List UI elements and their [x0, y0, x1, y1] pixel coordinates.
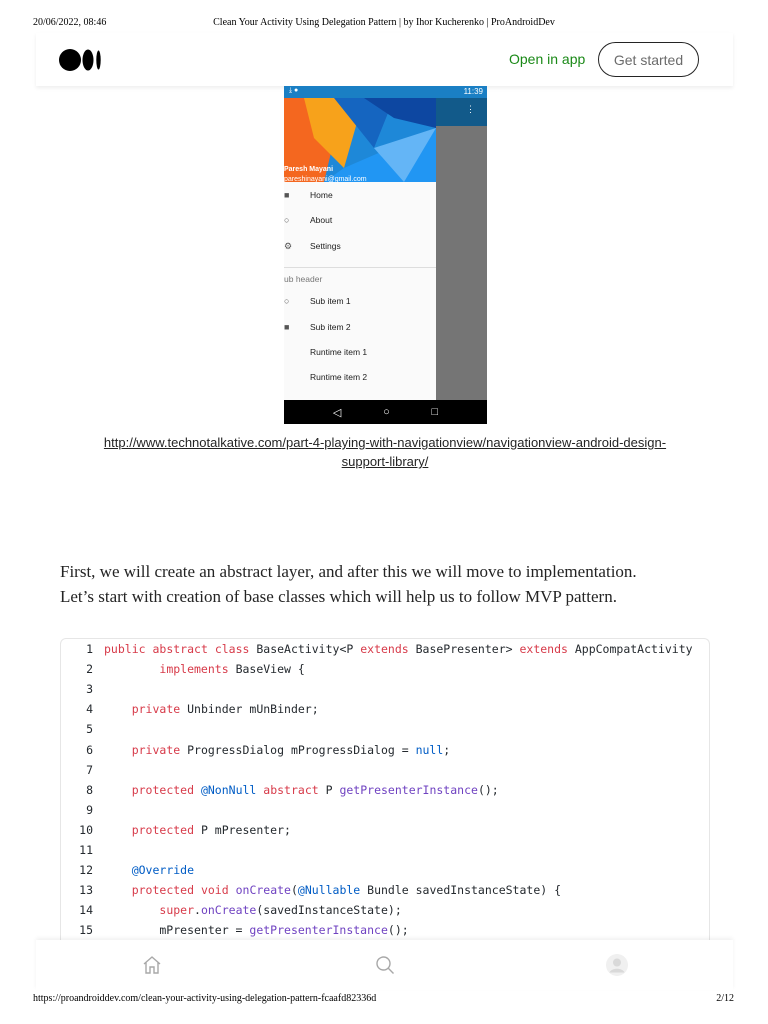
navigation-drawer-screenshot: [284, 86, 487, 424]
code-line: [61, 740, 709, 760]
caption-line-2: support-library/: [341, 454, 429, 469]
line-number: 14: [79, 903, 93, 918]
phone-navigation-bar: [284, 400, 487, 424]
line-number: 15: [79, 923, 93, 938]
caption-line-1: http://www.technotalkative.com/part-4-playing-with-navigationview/navigationview-android-design-: [103, 435, 667, 450]
code-line: [61, 880, 709, 900]
code-line: [61, 900, 709, 920]
paragraph-line-1: First, we will create an abstract layer, and after this we will move to implementation.: [60, 562, 637, 581]
bottom-navigation-bar: [36, 940, 733, 990]
code-line: [61, 699, 709, 719]
code-text: protected P mPresenter;: [131, 822, 291, 837]
code-text: implements BaseView {: [159, 662, 305, 677]
top-app-bar: [36, 33, 733, 86]
line-number: 4: [86, 702, 93, 717]
line-number: 13: [79, 883, 93, 898]
code-text: public abstract class BaseActivity<P extends BasePresenter> extends AppCompatActivity: [104, 642, 693, 656]
code-text: protected void onCreate(@Nullable Bundle savedInstanceState) {: [131, 883, 562, 898]
code-line: [61, 760, 709, 780]
line-number: 3: [86, 682, 93, 697]
code-line: [61, 659, 709, 679]
medium-logo-icon[interactable]: [59, 48, 103, 72]
menu-item-home[interactable]: [284, 184, 436, 208]
menu-item-label: Sub item 1: [310, 296, 351, 306]
menu-item-label: Settings: [310, 241, 341, 251]
code-line: [61, 780, 709, 800]
menu-item-label: Sub item 2: [310, 322, 351, 332]
home-circle-icon[interactable]: ○: [383, 406, 390, 418]
notification-icons: ⤓ ●: [289, 87, 299, 94]
line-number: 2: [86, 662, 93, 677]
menu-item-label: Runtime item 1: [310, 347, 368, 357]
drawer-user-email: pareshinayani@gmail.com: [284, 176, 367, 182]
phone-status-bar: [284, 86, 487, 98]
open-in-app-link[interactable]: Open in app: [509, 51, 586, 67]
image-caption-link[interactable]: [60, 433, 710, 471]
code-text: private ProgressDialog mProgressDialog = null;: [131, 742, 451, 757]
body-paragraph: [60, 559, 710, 609]
overflow-menu-icon[interactable]: ⋮: [466, 104, 475, 114]
line-number: 5: [86, 722, 93, 737]
menu-item-sub-item-1[interactable]: [284, 290, 436, 314]
code-line: [61, 679, 709, 699]
code-text: protected @NonNull abstract P getPresenterInstance();: [131, 782, 499, 797]
paragraph-line-2: Let’s start with creation of base classes which will help us to follow MVP pattern.: [60, 587, 617, 606]
get-started-button[interactable]: Get started: [598, 42, 699, 77]
code-text: mPresenter = getPresenterInstance();: [104, 923, 409, 938]
code-text: @Override: [131, 863, 195, 878]
code-line: [61, 840, 709, 860]
code-block: [60, 638, 710, 940]
menu-item-sub-item-2[interactable]: [284, 316, 436, 340]
code-line: [61, 860, 709, 880]
print-url: https://proandroiddev.com/clean-your-activity-using-delegation-pattern-fcaafd82336d: [33, 993, 377, 1004]
search-icon[interactable]: [374, 954, 396, 976]
menu-item-about[interactable]: [284, 209, 436, 233]
drawer-user-name: Paresh Mayani: [284, 166, 334, 173]
code-line: [61, 920, 709, 940]
code-line: [61, 639, 709, 659]
back-icon[interactable]: ◁: [332, 406, 342, 419]
menu-sub-header: ub header: [284, 274, 323, 284]
line-number: 1: [86, 642, 93, 656]
code-text: super.onCreate(savedInstanceState);: [159, 903, 402, 918]
recents-icon[interactable]: □: [431, 406, 439, 418]
print-datetime: 20/06/2022, 08:46: [33, 17, 107, 28]
profile-avatar-icon[interactable]: [606, 954, 628, 976]
home-icon: ■: [284, 190, 290, 200]
code-text: private Unbinder mUnBinder;: [131, 702, 319, 717]
menu-item-runtime-item-1[interactable]: [284, 341, 436, 365]
menu-item-settings[interactable]: [284, 235, 436, 259]
print-page-number: 2/12: [716, 993, 734, 1004]
line-number: 6: [86, 742, 93, 757]
home-icon: ■: [284, 322, 290, 332]
content-pane: [436, 98, 487, 400]
line-number: 12: [79, 863, 93, 878]
drawer-menu: [284, 182, 436, 400]
menu-divider: [284, 267, 436, 268]
line-number: 9: [86, 802, 93, 817]
line-number: 8: [86, 782, 93, 797]
gear-icon: ⚙: [284, 241, 292, 251]
info-icon: ○: [284, 215, 290, 225]
line-number: 11: [79, 843, 93, 857]
drawer-header: [284, 98, 436, 182]
print-page-title: Clean Your Activity Using Delegation Pattern | by Ihor Kucherenko | ProAndroidDev: [213, 17, 555, 28]
line-number: 10: [79, 822, 93, 837]
menu-item-runtime-item-2[interactable]: [284, 366, 436, 390]
status-time: 11:39: [463, 87, 483, 96]
code-line: [61, 719, 709, 739]
app-toolbar: [436, 98, 487, 126]
menu-item-label: About: [310, 215, 333, 225]
home-icon[interactable]: [141, 954, 163, 976]
menu-item-label: Home: [310, 190, 333, 200]
code-line: [61, 800, 709, 820]
menu-item-label: Runtime item 2: [310, 372, 368, 382]
info-icon: ○: [284, 296, 290, 306]
code-line: [61, 820, 709, 840]
line-number: 7: [86, 762, 93, 777]
